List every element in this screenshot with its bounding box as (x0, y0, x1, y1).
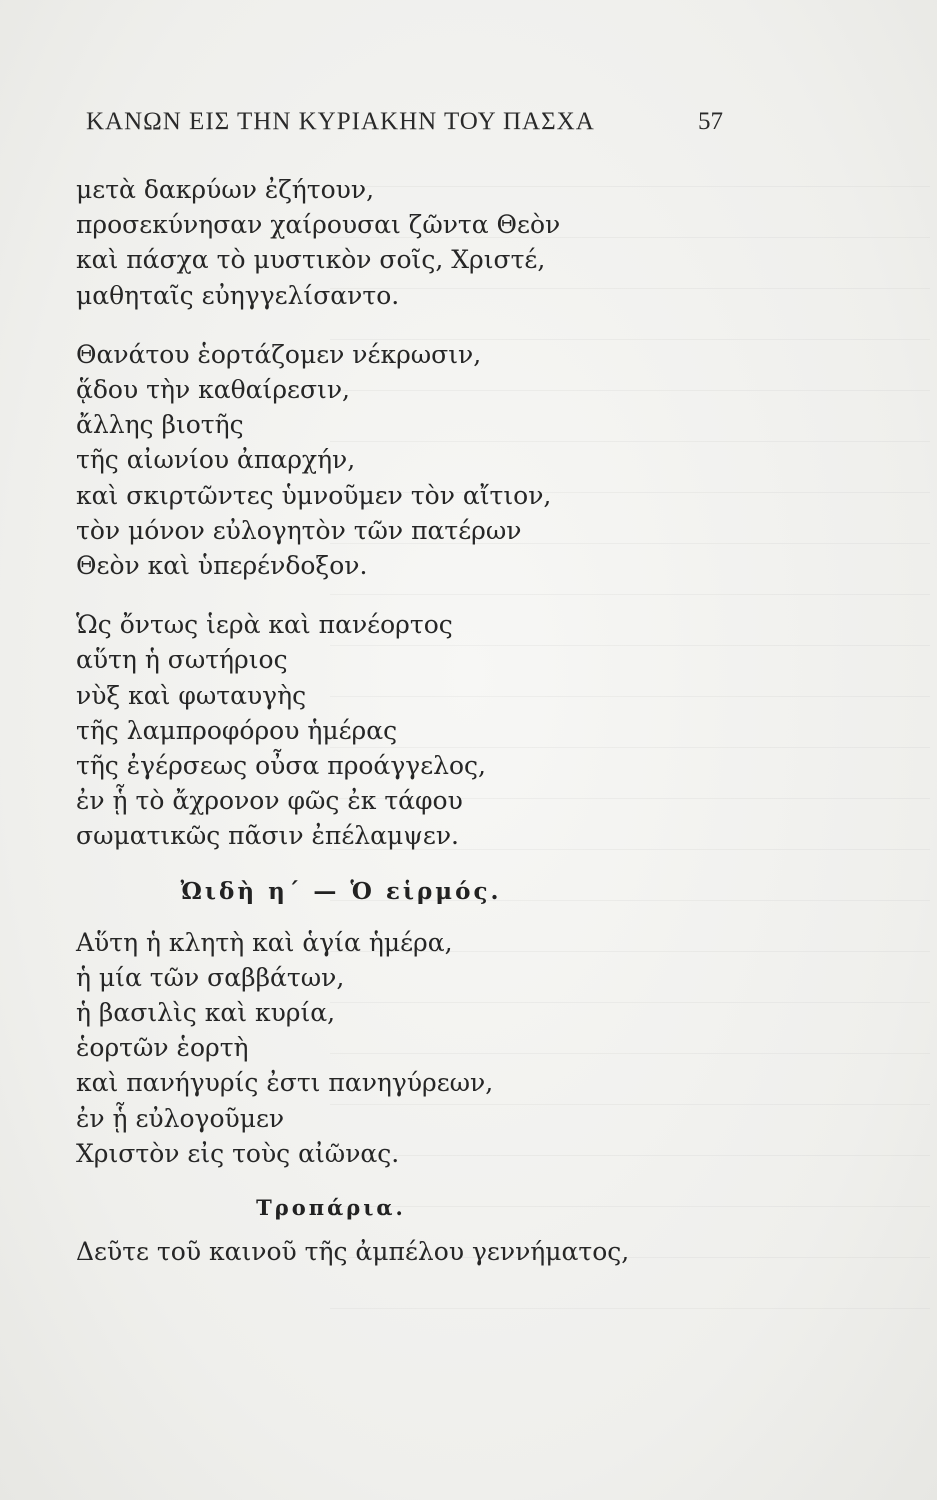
verse-line: τῆς αἰωνίου ἀπαρχήν, (76, 445, 356, 475)
verse-line: ἐν ᾗ τὸ ἄχρονον φῶς ἐκ τάφου (76, 786, 463, 816)
page-number: 57 (698, 108, 723, 135)
subheading: Τροπάρια. (256, 1195, 406, 1221)
verse-line: Θανάτου ἑορτάζομεν νέκρωσιν, (76, 339, 482, 369)
stanza-5 (76, 1234, 676, 1269)
verse-line: ἑορτῶν ἑορτὴ (76, 1033, 249, 1063)
verse-line: ἡ βασιλὶς καὶ κυρία, (76, 998, 336, 1028)
stanza-4 (76, 925, 676, 1171)
stanza-3 (76, 607, 676, 853)
verse-line: καὶ πάσχα τὸ μυστικὸν σοῖς, Χριστέ, (76, 245, 546, 275)
verse-line: προσεκύνησαν χαίρουσαι ζῶντα Θεὸν (76, 210, 561, 240)
verse-line: Θεὸν καὶ ὑπερένδοξον. (76, 551, 368, 581)
section-heading: Ὠιδὴ η΄ — Ὁ εἱρμός. (180, 877, 502, 905)
verse-line: μαθηταῖς εὐηγγελίσαντο. (76, 280, 400, 310)
verse-line: τῆς λαμπροφόρου ἡμέρας (76, 715, 398, 745)
verse-line: τῆς ἐγέρσεως οὖσα προάγγελος, (76, 751, 486, 781)
verse-line: καὶ πανήγυρίς ἐστι πανηγύρεων, (76, 1068, 494, 1098)
verse-line: σωματικῶς πᾶσιν ἐπέλαμψεν. (76, 821, 459, 851)
verse-line: αὕτη ἡ σωτήριος (76, 645, 288, 675)
verse-line: Ὡς ὄντως ἱερὰ καὶ πανέορτος (76, 610, 453, 640)
verse-line: Αὕτη ἡ κλητὴ καὶ ἁγία ἡμέρα, (76, 927, 453, 957)
running-head: ΚΑΝΩΝ ΕΙΣ ΤΗΝ ΚΥΡΙΑΚΗΝ ΤΟΥ ΠΑΣΧΑ (86, 108, 595, 135)
verse-line: τὸν μόνον εὐλογητὸν τῶν πατέρων (76, 515, 522, 545)
verse-line: μετὰ δακρύων ἐζήτουν, (76, 175, 375, 204)
stanza-2 (76, 337, 676, 583)
verse-line: Χριστὸν εἰς τοὺς αἰῶνας. (76, 1138, 400, 1168)
verse-line: νὺξ καὶ φωταυγὴς (76, 680, 307, 710)
verse-line: ἄλλης βιοτῆς (76, 410, 244, 440)
verse-line: καὶ σκιρτῶντες ὑμνοῦμεν τὸν αἴτιον, (76, 480, 552, 510)
verse-line: ᾅδου τὴν καθαίρεσιν, (76, 375, 350, 405)
page-body (76, 172, 676, 1293)
stanza-1 (76, 172, 676, 313)
verse-line: Δεῦτε τοῦ καινοῦ τῆς ἀμπέλου γεννήματος, (76, 1237, 630, 1267)
verse-line: ἐν ᾗ εὐλογοῦμεν (76, 1103, 285, 1133)
page-header (0, 108, 937, 138)
verse-line: ἡ μία τῶν σαββάτων, (76, 962, 345, 992)
